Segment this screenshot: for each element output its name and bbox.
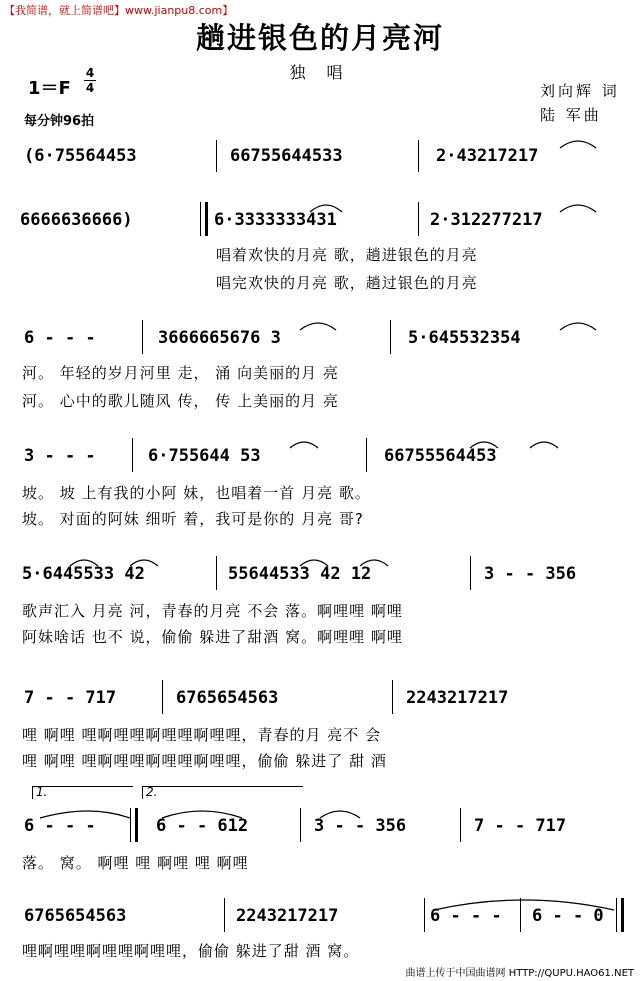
barline	[366, 438, 367, 472]
notes-s5-m2: 55644533 42 12	[228, 564, 372, 584]
lyric-s3-v2: 河。 心中的歌儿随风 传， 传 上美丽的月 亮	[22, 392, 339, 410]
volta-first-ending	[32, 786, 133, 799]
notes-s8-m3: 6 - - -	[430, 906, 502, 926]
lyric-s4-v1: 坡。 坡 上有我的小阿 妹，也唱着一首 月亮 歌。	[22, 484, 371, 502]
song-title: 趟进银色的月亮河	[195, 21, 444, 55]
time-numerator: 4	[85, 66, 95, 80]
barline	[424, 898, 425, 932]
key-signature: 1＝F	[28, 78, 71, 99]
lyric-s4-v2: 坡。 对面的阿妹 细听 着，我可是你的 月亮 哥?	[22, 510, 364, 528]
notes-s4-m1: 3 - - -	[24, 446, 96, 466]
lyricist-credit: 刘向辉 词	[540, 82, 620, 100]
notes-s1-m1: (6·75564453	[24, 146, 137, 166]
lyric-s5-v2: 阿妹啥话 也不 说，偷偷 躲进了甜酒 窝。啊哩哩 啊哩	[22, 628, 403, 646]
barline	[216, 140, 217, 172]
notes-s3-m2: 3666665676 3	[158, 328, 281, 348]
notes-s8-m1: 6765654563	[24, 906, 127, 926]
notes-s7-m2: 6 - - 612	[156, 816, 249, 836]
lyric-s7: 落。 窝。 啊哩 哩 啊哩 哩 啊哩	[22, 854, 249, 872]
final-barline	[616, 898, 624, 932]
notes-s7-m4: 7 - - 717	[474, 816, 567, 836]
barline	[142, 320, 143, 354]
barline	[470, 556, 471, 590]
notes-s5-m3: 3 - - 356	[484, 564, 577, 584]
lyric-s2-v2: 唱完欢快的月亮 歌，趟过银色的月亮	[216, 274, 478, 292]
barline	[224, 898, 225, 932]
notes-s4-m2: 6·755644 53	[148, 446, 261, 466]
lyric-s6-v1: 哩 啊哩 哩啊哩哩啊哩哩啊哩哩，青春的月 亮不 会	[22, 726, 382, 744]
notes-s1-m2: 66755644533	[230, 146, 343, 166]
footer-watermark: 曲谱上传于中国曲谱网 HTTP://QUPU.HAO61.NET	[405, 968, 634, 979]
barline	[418, 140, 419, 172]
notes-s1-m3: 2·43217217	[436, 146, 539, 166]
volta-second-ending	[142, 786, 303, 799]
barline	[300, 808, 301, 842]
barline	[132, 438, 133, 472]
volta-first-label: 1.	[36, 785, 48, 799]
time-denominator: 4	[85, 81, 95, 95]
lyric-s8: 哩啊哩哩啊哩哩啊哩哩，偷偷 躲进了甜 酒 窝。	[22, 942, 360, 960]
notes-s7-m3: 3 - - 356	[314, 816, 407, 836]
volta-second-label: 2.	[146, 785, 158, 799]
barline	[520, 898, 521, 932]
notes-s7-m1: 6 - - -	[24, 816, 96, 836]
tempo-marking: 每分钟96拍	[24, 114, 95, 129]
lyric-s5-v1: 歌声汇入 月亮 河，青春的月亮 不会 落。啊哩哩 啊哩	[22, 602, 403, 620]
song-subtitle: 独 唱	[289, 63, 351, 82]
notes-s2-m2: 6·3333333431	[214, 210, 337, 230]
notes-s8-m4: 6 - - 0	[532, 906, 604, 926]
notes-s6-m2: 6765654563	[176, 688, 279, 708]
lyric-s2-v1: 唱着欢快的月亮 歌，趟进银色的月亮	[216, 246, 478, 264]
barline	[216, 556, 217, 590]
notes-s6-m1: 7 - - 717	[24, 688, 117, 708]
notes-s6-m3: 2243217217	[406, 688, 509, 708]
notes-s4-m3: 66755564453	[384, 446, 497, 466]
notes-s8-m2: 2243217217	[236, 906, 339, 926]
barline	[460, 808, 461, 842]
composer-credit: 陆 军曲	[540, 106, 602, 124]
barline	[418, 202, 419, 236]
barline	[392, 680, 393, 714]
repeat-barline	[130, 808, 138, 842]
notes-s2-m1: 6666636666)	[20, 210, 133, 230]
repeat-barline	[200, 202, 208, 236]
barline	[162, 680, 163, 714]
barline	[390, 320, 391, 354]
notes-s3-m1: 6 - - -	[24, 328, 96, 348]
notes-s2-m3: 2·312277217	[430, 210, 543, 230]
lyric-s3-v1: 河。 年轻的岁月河里 走， 涌 向美丽的月 亮	[22, 364, 339, 382]
time-signature	[84, 66, 96, 95]
lyric-s6-v2: 哩 啊哩 哩啊哩哩啊哩哩啊哩哩，偷偷 躲进了 甜 酒	[22, 752, 387, 770]
notes-s5-m1: 5·6445533 42	[22, 564, 145, 584]
notes-s3-m3: 5·645532354	[408, 328, 521, 348]
watermark-top: 【我简谱，就上简谱吧】www.jianpu8.com】	[4, 4, 234, 17]
